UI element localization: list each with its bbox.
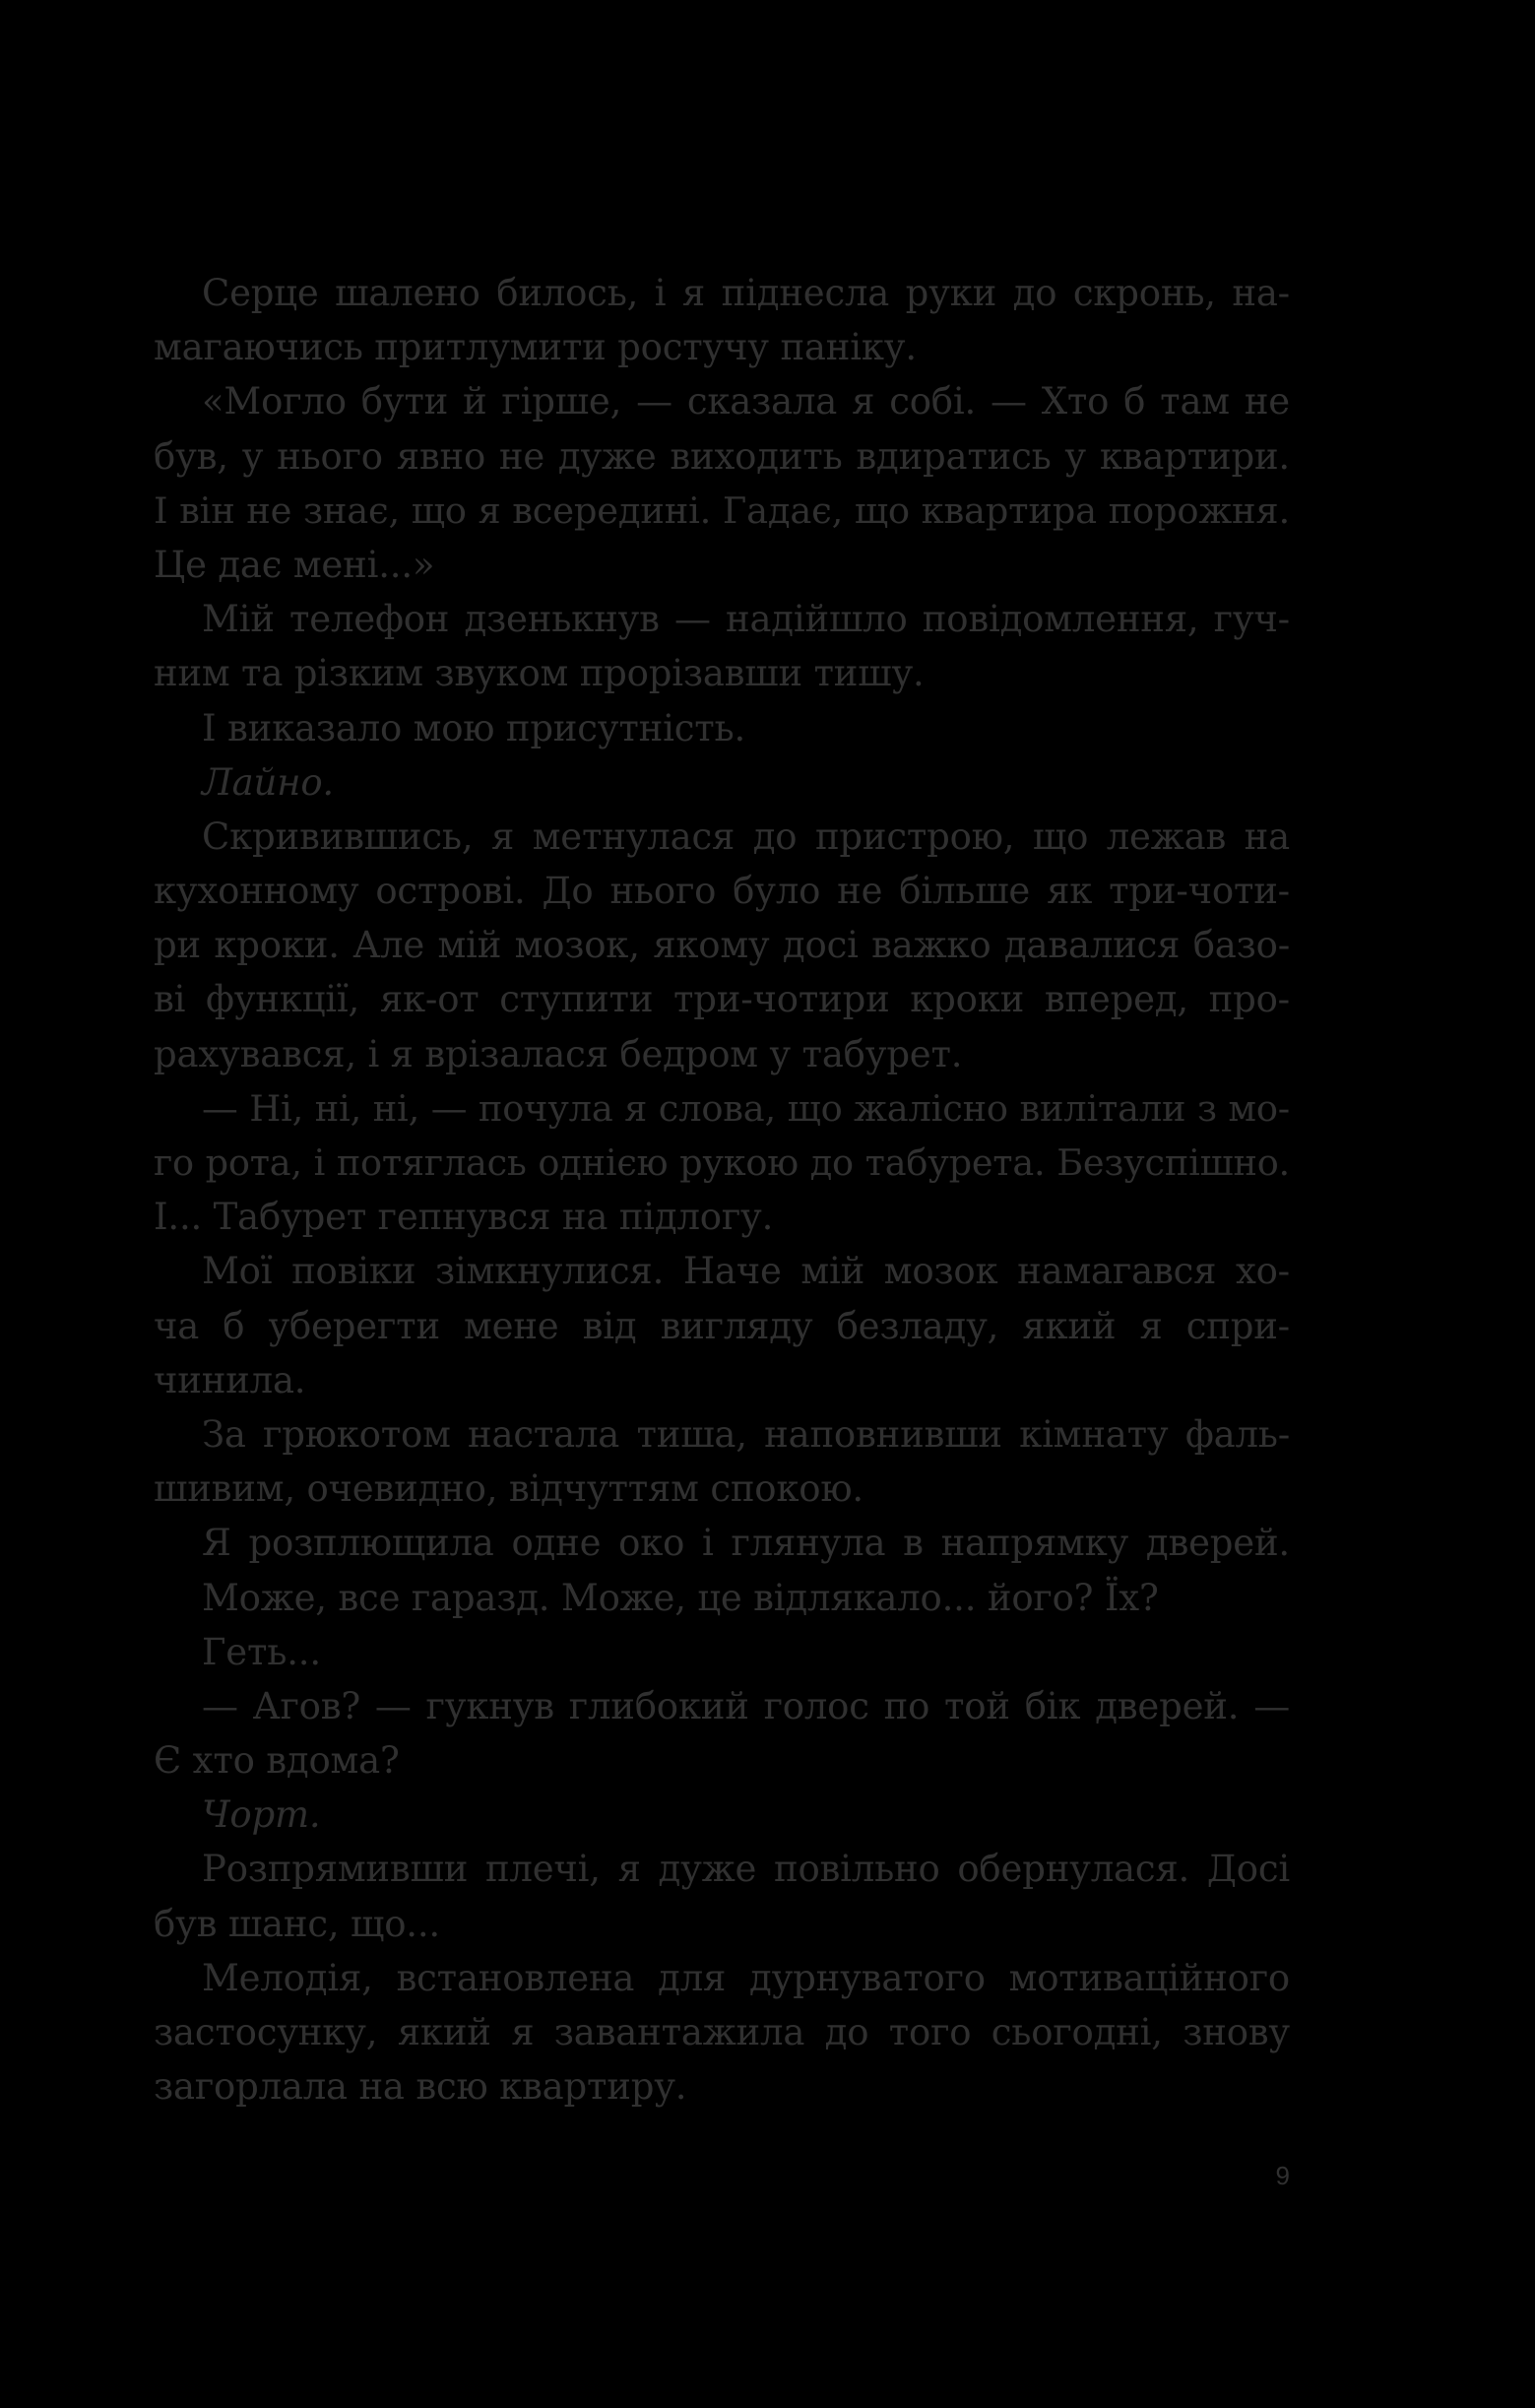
- text-line: І він не знає, що я всередині. Гадає, що квартира порожня.: [154, 488, 1290, 532]
- text-line: Мої повіки зімкнулися. Наче мій мозок намагався хо-: [202, 1250, 1290, 1293]
- text-line: чинила.: [154, 1358, 306, 1401]
- text-line: був, у нього явно не дуже виходить вдиратись у квартири.: [154, 434, 1290, 478]
- text-line: го рота, і потяглась однією рукою до табурета. Безуспішно.: [154, 1141, 1290, 1184]
- text-line: Скривившись, я метнулася до пристрою, що лежав на: [202, 814, 1290, 858]
- text-line: Чорт.: [202, 1793, 321, 1837]
- text-line: Мій телефон дзенькнув — надійшло повідомлення, гуч-: [202, 598, 1290, 641]
- text-line: Я розплющила одне око і глянула в напрямку дверей.: [202, 1522, 1290, 1565]
- text-line: Мелодія, встановлена для дурнуватого мотиваційного: [202, 1956, 1290, 1999]
- text-line: «Могло бути й гірше, — сказала я собі. — Хто б там не: [202, 380, 1290, 423]
- text-line: Це дає мені...»: [154, 543, 435, 586]
- text-line: ча б уберегти мене від вигляду безладу, який я спри-: [154, 1304, 1290, 1347]
- text-line: І виказало мою присутність.: [202, 706, 746, 749]
- text-line: Може, все гаразд. Може, це відлякало... його? Їх?: [202, 1576, 1159, 1619]
- text-line: Розпрямивши плечі, я дуже повільно обернулася. Досі: [202, 1848, 1290, 1891]
- text-line: ним та різким звуком прорізавши тишу.: [154, 652, 925, 695]
- page-number: 9: [1275, 2161, 1290, 2190]
- text-line: ри кроки. Але мій мозок, якому досі важко давалися базо-: [154, 924, 1290, 967]
- text-line: Геть...: [202, 1630, 321, 1673]
- text-line: кухонному острові. До нього було не більше як три-чоти-: [154, 870, 1290, 913]
- text-line: Лайно.: [202, 760, 334, 804]
- text-line: За грюкотом настала тиша, наповнивши кімнату фаль-: [202, 1412, 1290, 1456]
- text-line: — Агов? — гукнув глибокий голос по той бік дверей. —: [202, 1684, 1290, 1727]
- body-text: [154, 266, 1290, 2114]
- text-line: рахувався, і я врізалася бедром у табурет.: [154, 1032, 963, 1075]
- text-line: шивим, очевидно, відчуттям спокою.: [154, 1467, 863, 1511]
- text-line: Серце шалено билось, і я піднесла руки до скронь, на-: [202, 272, 1290, 314]
- text-line: ві функції, як-от ступити три-чотири кроки вперед, про-: [154, 978, 1290, 1021]
- text-line: І... Табурет гепнувся на підлогу.: [154, 1196, 774, 1239]
- text-line: — Ні, ні, ні, — почула я слова, що жалісно вилітали з мо-: [202, 1086, 1290, 1130]
- text-line: магаючись притлумити ростучу паніку.: [154, 326, 917, 369]
- text-line: Є хто вдома?: [154, 1739, 400, 1783]
- text-line: загорлала на всю квартиру.: [154, 2065, 687, 2109]
- text-line: застосунку, який я завантажила до того сьогодні, знову: [154, 2011, 1290, 2053]
- text-line: був шанс, що...: [154, 1902, 440, 1945]
